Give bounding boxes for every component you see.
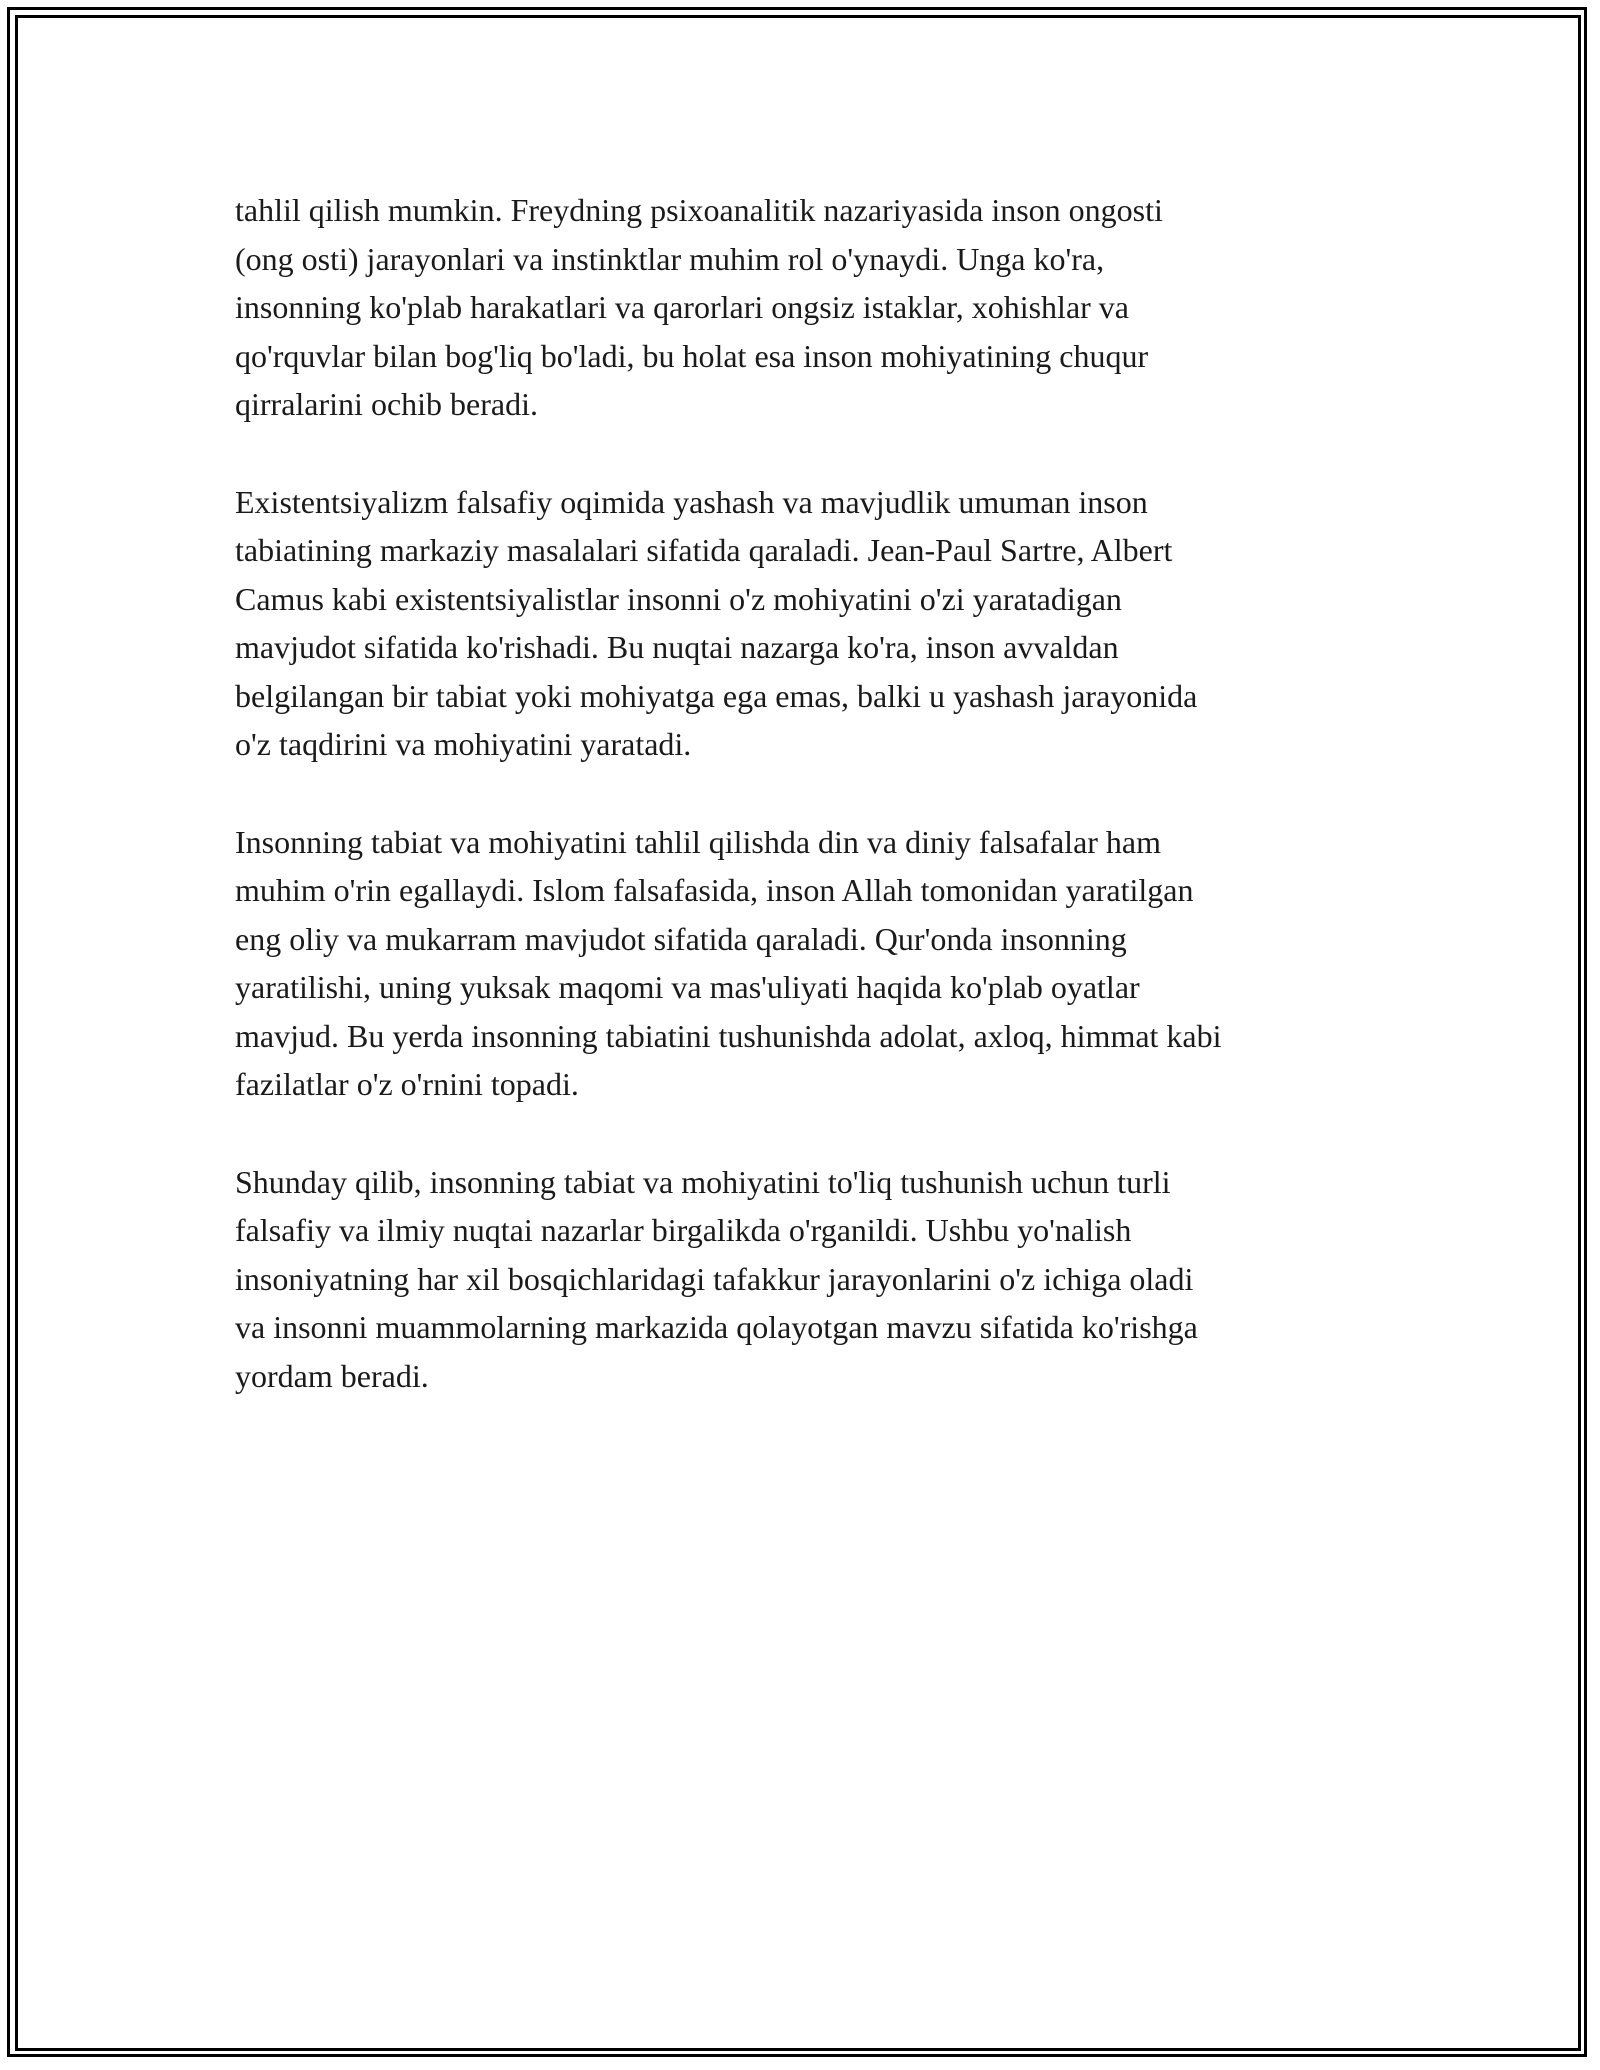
text-line: mavjudot sifatida ko'rishadi. Bu nuqtai nazarga ko'ra, inson avvaldan (235, 629, 1119, 665)
text-line: belgilangan bir tabiat yoki mohiyatga ega emas, balki u yashash jarayonida (235, 677, 1198, 714)
text-line: tabiatining markaziy masalalari sifatida qaraladi. Jean-Paul Sartre, Albert (235, 532, 1173, 568)
text-line: insoniyatning har xil bosqichlaridagi tafakkur jarayonlarini o'z ichiga oladi (235, 1260, 1194, 1297)
text-line: qo'rquvlar bilan bog'liq bo'ladi, bu holat esa inson mohiyatining chuqur (235, 337, 1149, 374)
text-line: qirralarini ochib beradi. (235, 386, 538, 422)
text-line: fazilatlar o'z o'rnini topadi. (235, 1066, 579, 1102)
text-line: insonning ko'plab harakatlari va qarorlari ongsiz istaklar, xohishlar va (235, 289, 1129, 325)
text-line: falsafiy va ilmiy nuqtai nazarlar birgalikda o'rganildi. Ushbu yo'nalish (235, 1212, 1132, 1248)
text-line: yordam beradi. (235, 1357, 429, 1394)
text-line: yaratilishi, uning yuksak maqomi va mas'uliyati haqida ko'plab oyatlar (235, 969, 1140, 1005)
paragraph-conclusion (235, 1158, 1415, 1401)
paragraph-religion (235, 818, 1415, 1109)
paragraph-existentialism (235, 478, 1415, 769)
text-line: o'z taqdirini va mohiyatini yaratadi. (235, 726, 692, 762)
text-line: Camus kabi existentsiyalistlar insonni o'z mohiyatini o'zi yaratadigan (235, 580, 1122, 617)
paragraph-freud (235, 186, 1415, 429)
text-line: eng oliy va mukarram mavjudot sifatida qaraladi. Qur'onda insonning (235, 920, 1127, 957)
document-body (235, 186, 1415, 1449)
text-line: muhim o'rin egallaydi. Islom falsafasida, inson Allah tomonidan yaratilgan (235, 872, 1194, 908)
text-line: va insonni muammolarning markazida qolayotgan mavzu sifatida ko'rishga (235, 1309, 1198, 1345)
text-line: mavjud. Bu yerda insonning tabiatini tushunishda adolat, axloq, himmat kabi (235, 1017, 1222, 1054)
text-line: Shunday qilib, insonning tabiat va mohiyatini to'liq tushunish uchun turli (235, 1163, 1171, 1200)
text-line: Insonning tabiat va mohiyatini tahlil qilishda din va diniy falsafalar ham (235, 823, 1162, 860)
text-line: Existentsiyalizm falsafiy oqimida yashash va mavjudlik umuman inson (235, 483, 1148, 520)
text-line: (ong osti) jarayonlari va instinktlar muhim rol o'ynaydi. Unga ko'ra, (235, 240, 1105, 277)
text-line: tahlil qilish mumkin. Freydning psixoanalitik nazariyasida inson ongosti (235, 192, 1163, 228)
